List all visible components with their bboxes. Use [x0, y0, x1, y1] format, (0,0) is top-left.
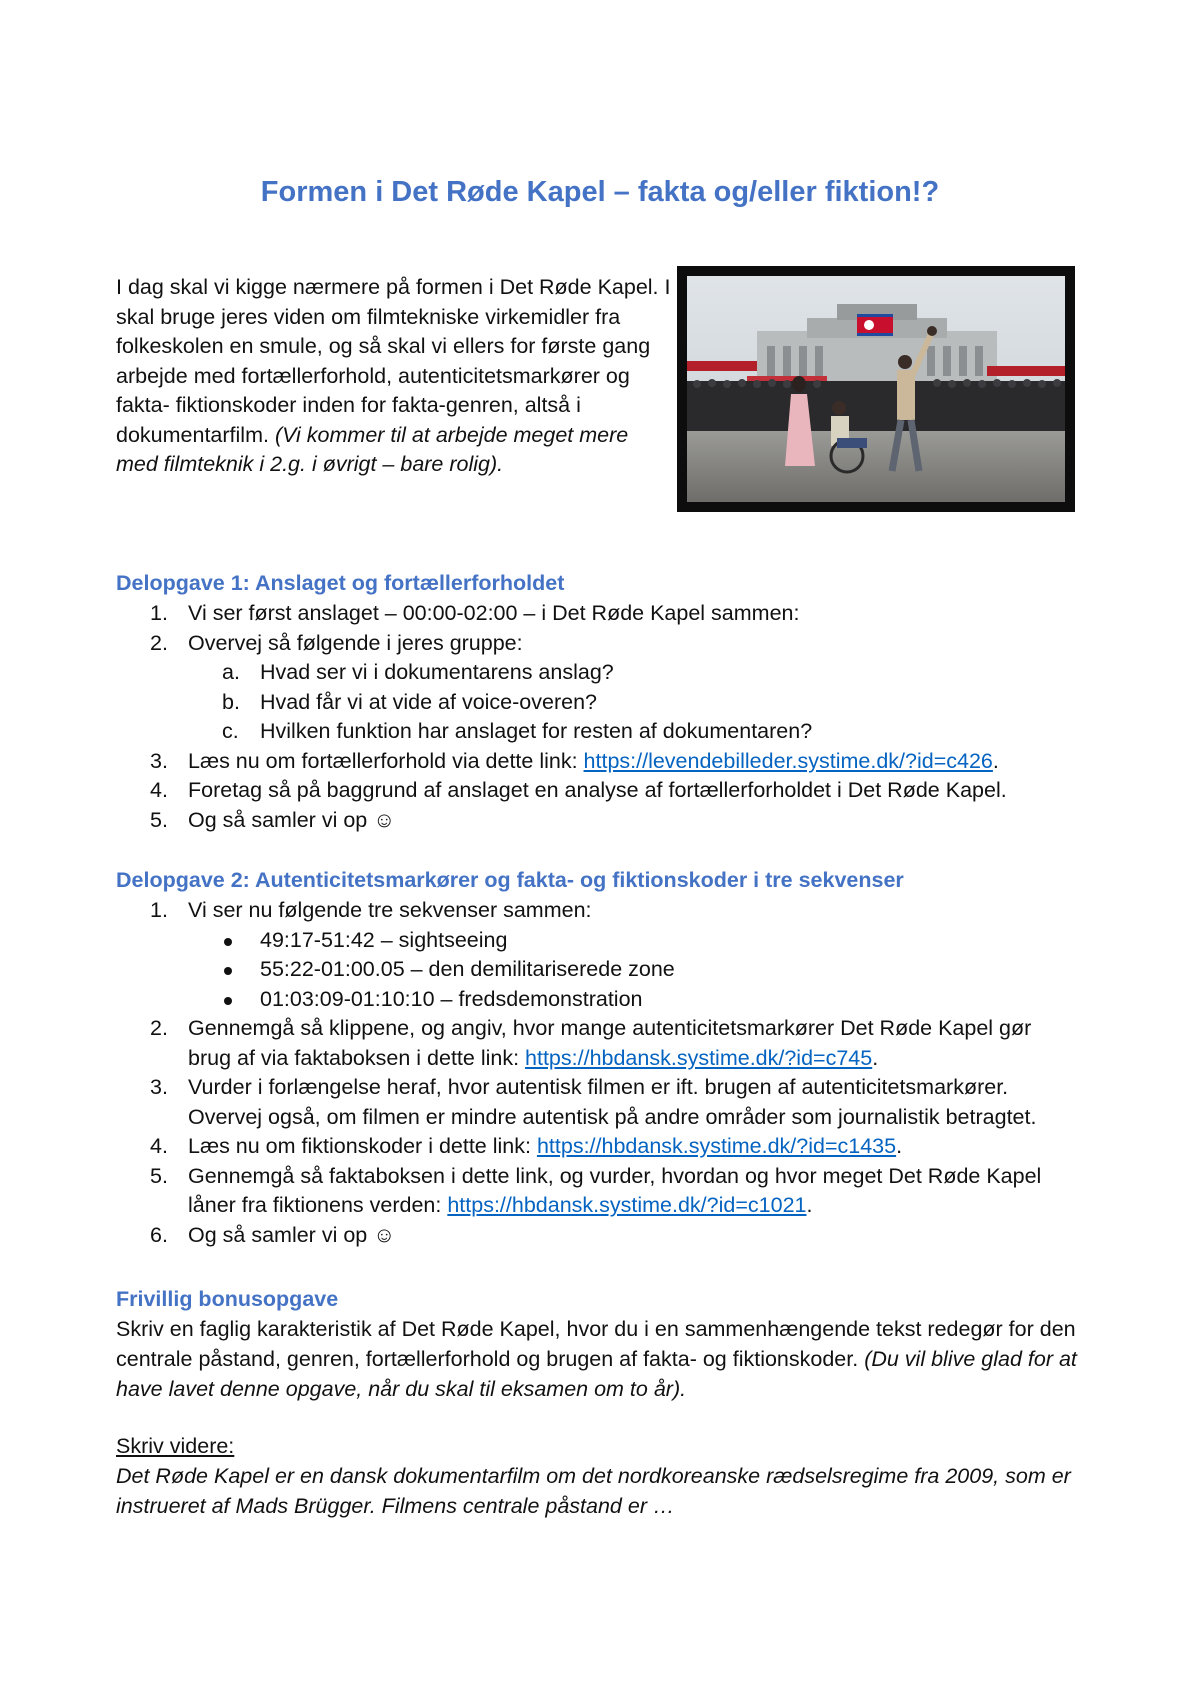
bonus-italic-note: (Du vil blive glad for at have lavet denne opgave, når du skal til eksamen om to år).	[116, 1347, 1077, 1401]
bonus-paragraph: Skriv en faglig karakteristik af Det Røde Kapel, hvor du i en sammenhængende tekst redegør for den centrale påstand, genren, fortællerforhold og brugen af fakta- og fiktionskoder. (Du vil blive glad for at have lavet denne opgave, når du skal til eksamen om to år).	[116, 1317, 1077, 1401]
list-item-continuation: brug af via faktaboksen i dette link: https://hbdansk.systime.dk/?id=c745.	[188, 1045, 879, 1070]
list-item: 6. Og så samler vi op ☺	[150, 1222, 396, 1247]
list-item-continuation: låner fra fiktionens verden: https://hbdansk.systime.dk/?id=c1021.	[188, 1193, 813, 1217]
list-item: 4. Læs nu om fiktionskoder i dette link: https://hbdansk.systime.dk/?id=c1435.	[150, 1134, 903, 1158]
list-item: 5. Og så samler vi op ☺	[150, 807, 396, 832]
film-still-image	[677, 266, 1075, 512]
factbox-link[interactable]: https://hbdansk.systime.dk/?id=c1021	[447, 1193, 807, 1217]
section2-list	[116, 896, 1096, 1250]
film-still-illustration	[687, 276, 1065, 502]
bullet-item: 01:03:09-01:10:10 – fredsdemonstration	[116, 985, 1096, 1015]
narrator-link[interactable]: https://levendebilleder.systime.dk/?id=c426	[583, 748, 993, 773]
bullet-item: 55:22-01:00.05 – den demilitariserede zone	[116, 955, 1096, 985]
list-item: 5. Gennemgå så faktaboksen i dette link, og vurder, hvordan og hvor meget Det Røde Kapel	[150, 1163, 1042, 1188]
fiction-codes-link[interactable]: https://hbdansk.systime.dk/?id=c1435	[536, 1134, 897, 1158]
section2-heading: Delopgave 2: Autenticitetsmarkører og fakta- og fiktionskoder i tre sekvenser	[116, 868, 904, 892]
list-item: 4. Foretag så på baggrund af anslaget en analyse af fortællerforholdet i Det Røde Kapel.	[150, 778, 1007, 802]
list-item-continuation: Overvej også, om filmen er mindre autentisk på andre områder som journalistik betragtet.	[188, 1104, 1037, 1129]
list-item: 2. Overvej så følgende i jeres gruppe:	[150, 630, 523, 655]
continue-heading: Skriv videre:	[116, 1434, 235, 1458]
section1-heading: Delopgave 1: Anslaget og fortællerforholdet	[116, 571, 565, 595]
intro-text: I dag skal vi kigge nærmere på formen i Det Røde Kapel. I skal bruge jeres viden om filmtekniske virkemidler fra folkeskolen en smule, og så skal vi ellers for første gang arbejde med fortællerforhold, autenticitetsmarkører og fakta- fiktionskoder inden for fakta-genren, altså i dokumentarfilm.	[116, 275, 671, 447]
authenticity-link[interactable]: https://hbdansk.systime.dk/?id=c745	[525, 1045, 873, 1070]
list-subitem: b. Hvad får vi at vide af voice-overen?	[222, 689, 597, 714]
list-item: 2. Gennemgå så klippene, og angiv, hvor mange autenticitetsmarkører Det Røde Kapel gør	[150, 1016, 1032, 1040]
list-subitem: a. Hvad ser vi i dokumentarens anslag?	[222, 660, 614, 684]
bonus-heading: Frivillig bonusopgave	[116, 1287, 339, 1311]
page-title: Formen i Det Røde Kapel – fakta og/eller fiktion!?	[260, 176, 940, 208]
section1-list	[116, 599, 1096, 835]
list-item: 3. Vurder i forlængelse heraf, hvor autentisk filmen er ift. brugen af autenticitetsmarkører.	[150, 1075, 1009, 1099]
list-subitem: c. Hvilken funktion har anslaget for resten af dokumentaren?	[222, 719, 813, 743]
list-item: 1. Vi ser nu følgende tre sekvenser sammen:	[150, 898, 592, 922]
intro-paragraph	[116, 273, 676, 480]
intro-italic-note: (Vi kommer til at arbejde meget mere med filmteknik i 2.g. i øvrigt – bare rolig).	[116, 422, 629, 476]
continue-paragraph: Det Røde Kapel er en dansk dokumentarfilm om det nordkoreanske rædselsregime fra 2009, som er instrueret af Mads Brügger. Filmens centrale påstand er …	[116, 1464, 1071, 1518]
bullet-item: 49:17-51:42 – sightseeing	[116, 926, 1096, 956]
list-item: 1. Vi ser først anslaget – 00:00-02:00 – i Det Røde Kapel sammen:	[150, 601, 800, 625]
list-item: 3. Læs nu om fortællerforhold via dette link: https://levendebilleder.systime.dk/?id=c426.	[150, 748, 999, 773]
